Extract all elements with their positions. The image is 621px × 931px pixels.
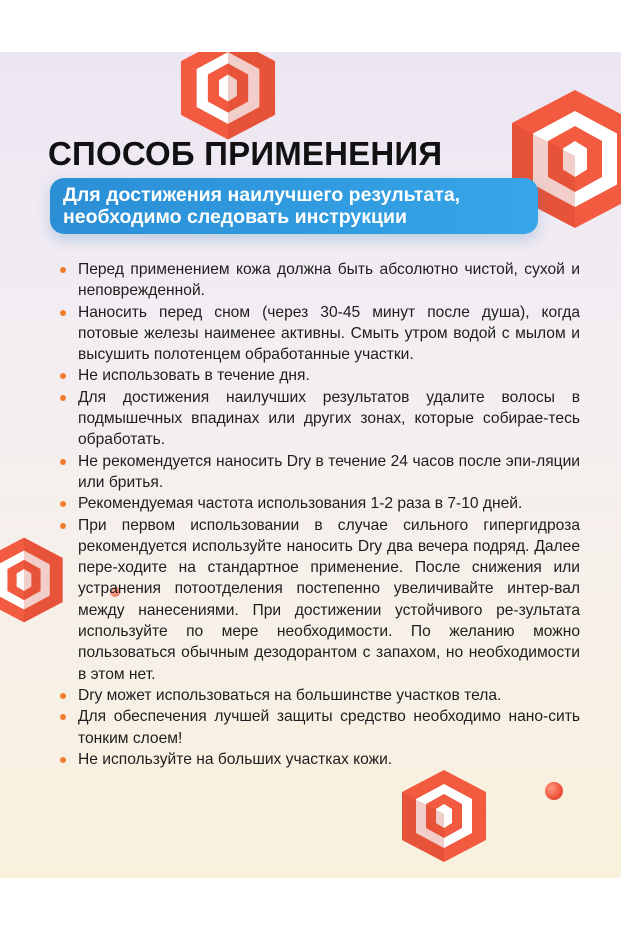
ball-right-icon bbox=[545, 782, 563, 800]
list-item-text: Не рекомендуется наносить Dry в течение 24 часов после эпи-ляции или бритья. bbox=[78, 452, 580, 491]
list-item bbox=[60, 706, 580, 749]
list-item-text: При первом использовании в случае сильного гипергидроза рекомендуется используйте наносить Dry два вечера подряд. Далее пере-ходите на стандартное применение. После снижения или устранения потоотделения постепенно увеличивайте интер-вал между нанесениями. При достижении устойчивого ре-зультата используйте по мере необходимости. По желанию можно пользоваться обычным дезодорантом с запахом, но необходимости в этом нет. bbox=[78, 516, 580, 683]
bullet-icon bbox=[60, 757, 66, 763]
instruction-card bbox=[0, 52, 621, 878]
list-item-text: Для достижения наилучших результатов удалите волосы в подмышечных впадинах или других зонах, которые собирае-тесь обработать. bbox=[78, 388, 580, 449]
instruction-list bbox=[60, 259, 580, 770]
list-item bbox=[60, 387, 580, 451]
list-item-text: Не используйте на больших участках кожи. bbox=[78, 750, 393, 768]
list-item bbox=[60, 685, 580, 706]
list-item-text: Не использовать в течение дня. bbox=[78, 367, 310, 385]
list-item-text: Для обеспечения лучшей защиты средство необходимо нано-сить тонким слоем! bbox=[78, 708, 580, 747]
bullet-icon bbox=[60, 267, 66, 273]
list-item bbox=[60, 302, 580, 366]
bullet-icon bbox=[60, 310, 66, 316]
bullet-icon bbox=[60, 373, 66, 379]
list-item-text: Dry может использоваться на большинстве участков тела. bbox=[78, 686, 502, 704]
list-item bbox=[60, 493, 580, 514]
list-item bbox=[60, 515, 580, 685]
bullet-icon bbox=[60, 714, 66, 720]
bullet-icon bbox=[60, 523, 66, 529]
list-item-text: Перед применением кожа должна быть абсолютно чистой, сухой и неповрежденной. bbox=[78, 261, 580, 300]
instruction-banner bbox=[50, 178, 538, 234]
cube-bottom-right-icon bbox=[394, 764, 494, 868]
page-title: СПОСОБ ПРИМЕНЕНИЯ bbox=[48, 135, 443, 172]
list-item bbox=[60, 259, 580, 302]
bullet-icon bbox=[60, 395, 66, 401]
bullet-icon bbox=[60, 501, 66, 507]
list-item bbox=[60, 749, 580, 770]
list-item-text: Наносить перед сном (через 30-45 минут после душа), когда потовые железы наименее активны. Смыть утром водой с мылом и высушить полотенцем обработанные участки. bbox=[78, 303, 580, 364]
banner-line-2: необходимо следовать инструкции bbox=[63, 206, 407, 228]
list-item-text: Рекомендуемая частота использования 1-2 раза в 7-10 дней. bbox=[78, 495, 523, 513]
bullet-icon bbox=[60, 693, 66, 699]
banner-line-1: Для достижения наилучшего результата, bbox=[63, 184, 461, 206]
cube-top-center-icon bbox=[172, 52, 284, 144]
list-item bbox=[60, 365, 580, 386]
bullet-icon bbox=[60, 459, 66, 465]
list-item bbox=[60, 451, 580, 494]
